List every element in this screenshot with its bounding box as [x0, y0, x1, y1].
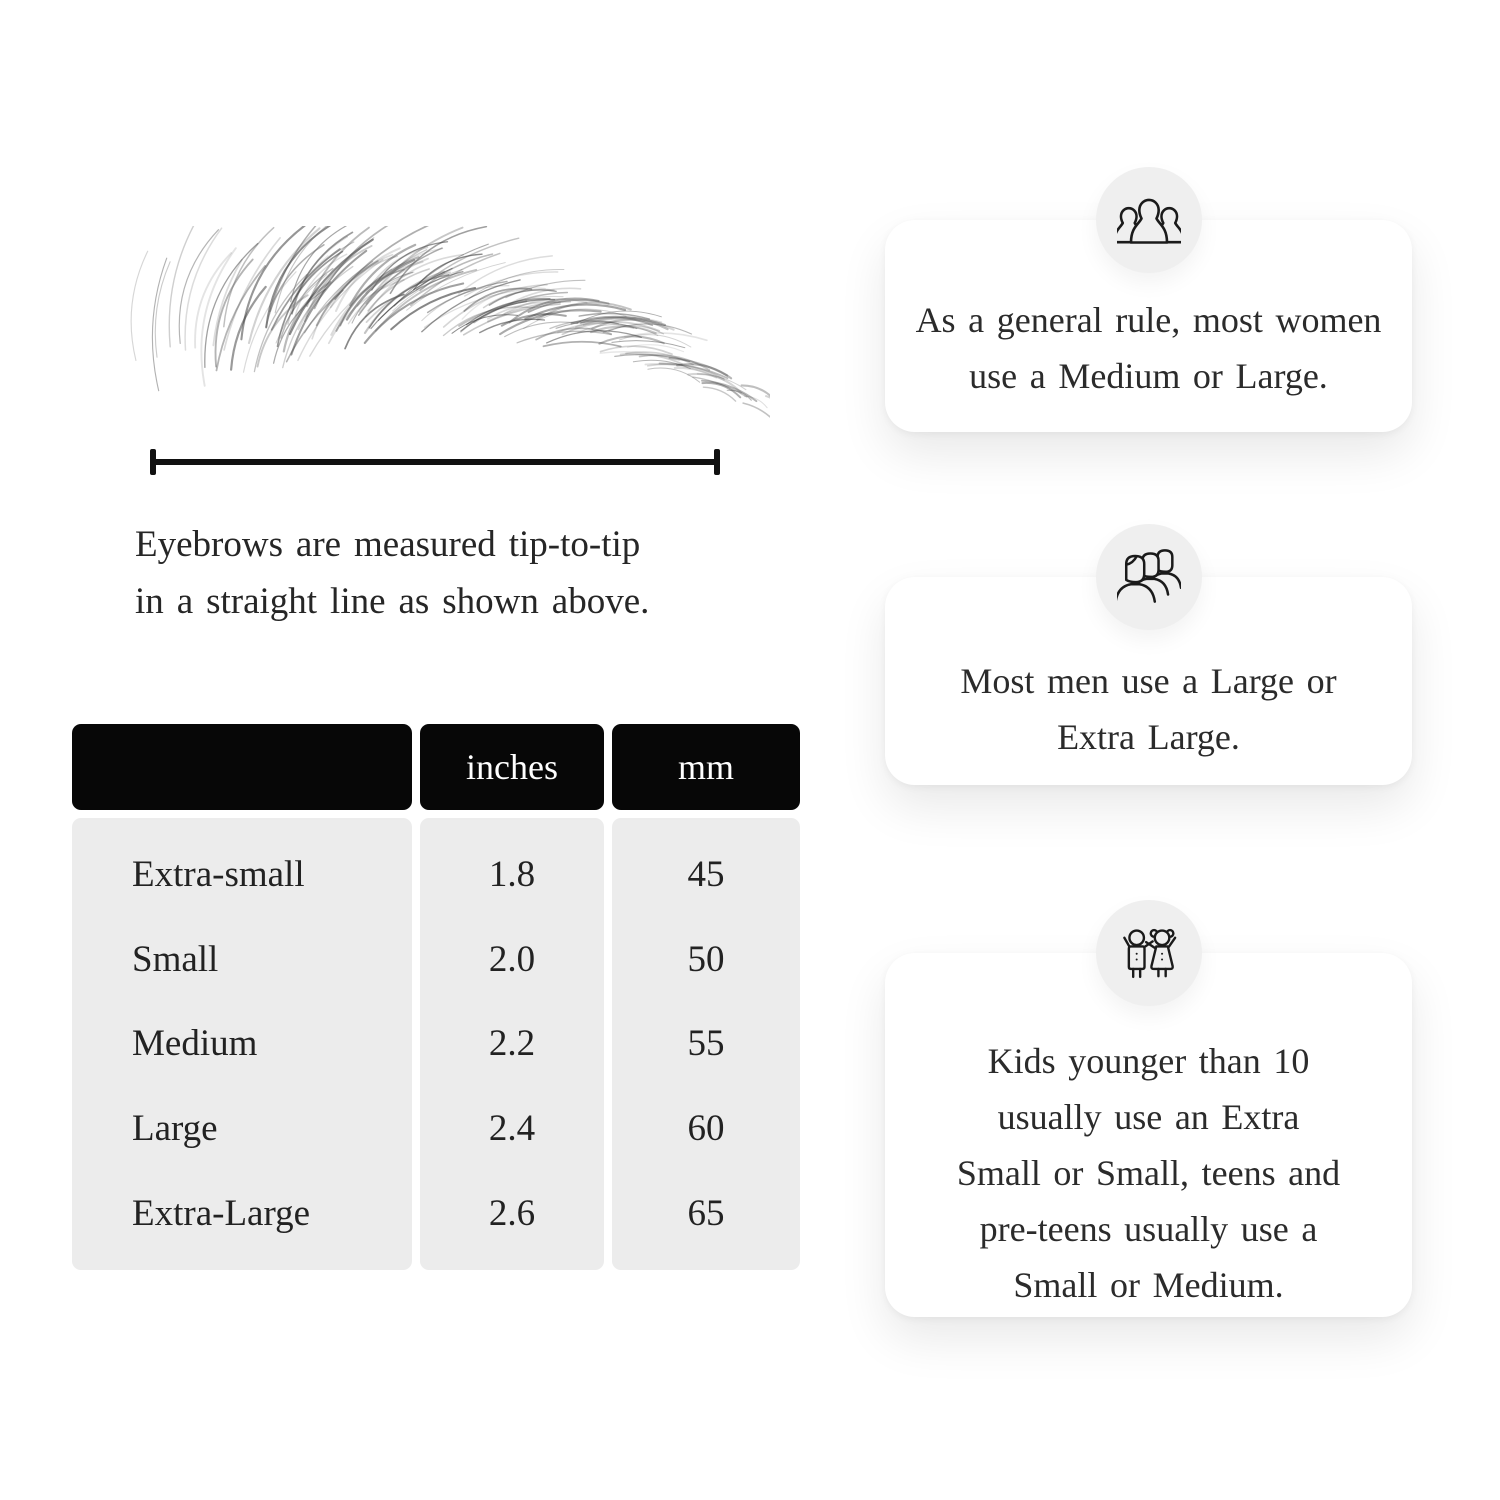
card-text-line: Most men use a Large or: [960, 661, 1337, 701]
mm-cell: 50: [687, 938, 725, 980]
inches-column: [420, 818, 604, 1270]
mm-column: [612, 818, 800, 1270]
children-icon: [1117, 921, 1181, 985]
inches-cell: 2.6: [488, 1193, 536, 1235]
card-text: [885, 1033, 1412, 1313]
info-card-women: [885, 220, 1412, 432]
info-card-men: [885, 577, 1412, 785]
inches-column-header: inches: [420, 724, 604, 810]
right-end-tick: [714, 449, 720, 475]
size-table-body: [72, 818, 800, 1270]
women-group-icon: [1117, 188, 1181, 252]
mm-cell: 60: [687, 1108, 725, 1150]
card-text-line: pre-teens usually use a: [979, 1209, 1318, 1249]
mm-cell: 55: [687, 1023, 725, 1065]
inches-cell: 1.8: [488, 853, 536, 895]
icon-badge: [1096, 167, 1202, 273]
size-cell: Medium: [132, 1023, 258, 1065]
mm-cell: 65: [687, 1193, 725, 1235]
measurement-line: [150, 449, 720, 475]
mm-column-header: mm: [612, 724, 800, 810]
size-cell: Small: [132, 938, 219, 980]
size-cell: Extra-small: [132, 853, 305, 895]
card-text: [885, 653, 1412, 765]
measurement-caption: [135, 516, 649, 630]
card-text: [885, 292, 1412, 404]
card-text-line: Extra Large.: [1057, 717, 1240, 757]
icon-badge: [1096, 900, 1202, 1006]
eyebrow-illustration: [110, 226, 770, 441]
size-cell: Extra-Large: [132, 1193, 311, 1235]
card-text-line: Small or Medium.: [1013, 1265, 1284, 1305]
card-text-line: usually use an Extra: [997, 1097, 1300, 1137]
inches-cell: 2.4: [488, 1108, 536, 1150]
men-group-icon: [1117, 545, 1181, 609]
inches-cell: 2.0: [488, 938, 536, 980]
line-bar: [155, 459, 715, 465]
caption-line: Eyebrows are measured tip-to-tip: [135, 524, 641, 565]
mm-cell: 45: [687, 853, 725, 895]
inches-cell: 2.2: [488, 1023, 536, 1065]
size-cell: Large: [132, 1108, 218, 1150]
size-column-header: [72, 724, 412, 810]
card-text-line: Small or Small, teens and: [956, 1153, 1341, 1193]
size-column: [72, 818, 412, 1270]
card-text-line: use a Medium or Large.: [969, 356, 1328, 396]
caption-line: in a straight line as shown above.: [135, 581, 650, 622]
icon-badge: [1096, 524, 1202, 630]
size-table-header: [72, 724, 800, 810]
card-text-line: Kids younger than 10: [987, 1041, 1310, 1081]
card-text-line: As a general rule, most women: [915, 300, 1382, 340]
info-card-kids: [885, 953, 1412, 1317]
size-table: [72, 724, 800, 1270]
